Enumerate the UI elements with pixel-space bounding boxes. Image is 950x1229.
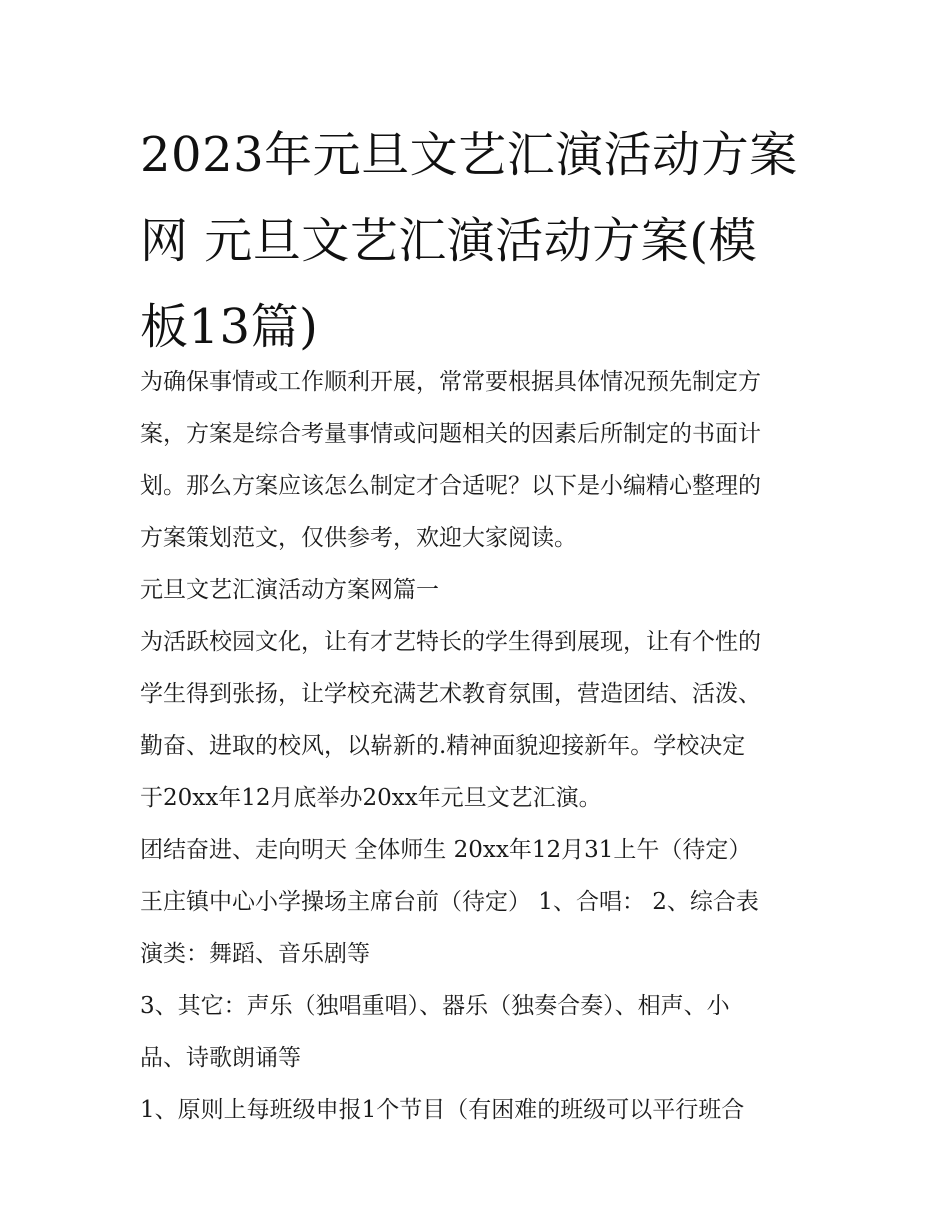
- intro-line: 划。那么方案应该怎么制定才合适呢？以下是小编精心整理的: [140, 473, 761, 499]
- title-line: 网 元旦文艺汇演活动方案(模: [140, 213, 757, 269]
- intro-line: 案，方案是综合考量事情或问题相关的因素后所制定的书面计: [140, 421, 761, 447]
- paragraph-line: 于20xx年12月底举办20xx年元旦文艺汇演。: [140, 785, 602, 811]
- document-body: [140, 356, 820, 1136]
- paragraph-line: 学生得到张扬，让学校充满艺术教育氛围，营造团结、活泼、: [140, 681, 761, 707]
- intro-line: 方案策划范文，仅供参考，欢迎大家阅读。: [140, 525, 577, 551]
- document-title: [140, 112, 820, 370]
- paragraph-line: 3、其它：声乐（独唱重唱）、器乐（独奏合奏）、相声、小: [140, 993, 730, 1019]
- paragraph-line: 团结奋进、走向明天 全体师生 20xx年12月31上午（待定）: [140, 837, 752, 863]
- paragraph-line: 为活跃校园文化，让有才艺特长的学生得到展现，让有个性的: [140, 629, 761, 655]
- paragraph-line: 品、诗歌朗诵等: [140, 1045, 301, 1071]
- title-line: 板13篇): [140, 299, 319, 355]
- title-line: 2023年元旦文艺汇演活动方案: [140, 127, 798, 183]
- section-heading: 元旦文艺汇演活动方案网篇一: [140, 577, 439, 603]
- paragraph-line: 1、原则上每班级申报1个节目（有困难的班级可以平行班合: [140, 1097, 745, 1123]
- intro-line: 为确保事情或工作顺利开展，常常要根据具体情况预先制定方: [140, 369, 761, 395]
- paragraph-line: 王庄镇中心小学操场主席台前（待定） 1、合唱： 2、综合表: [140, 889, 759, 915]
- paragraph-line: 勤奋、进取的校风，以崭新的.精神面貌迎接新年。学校决定: [140, 733, 746, 759]
- paragraph-line: 演类：舞蹈、音乐剧等: [140, 941, 370, 967]
